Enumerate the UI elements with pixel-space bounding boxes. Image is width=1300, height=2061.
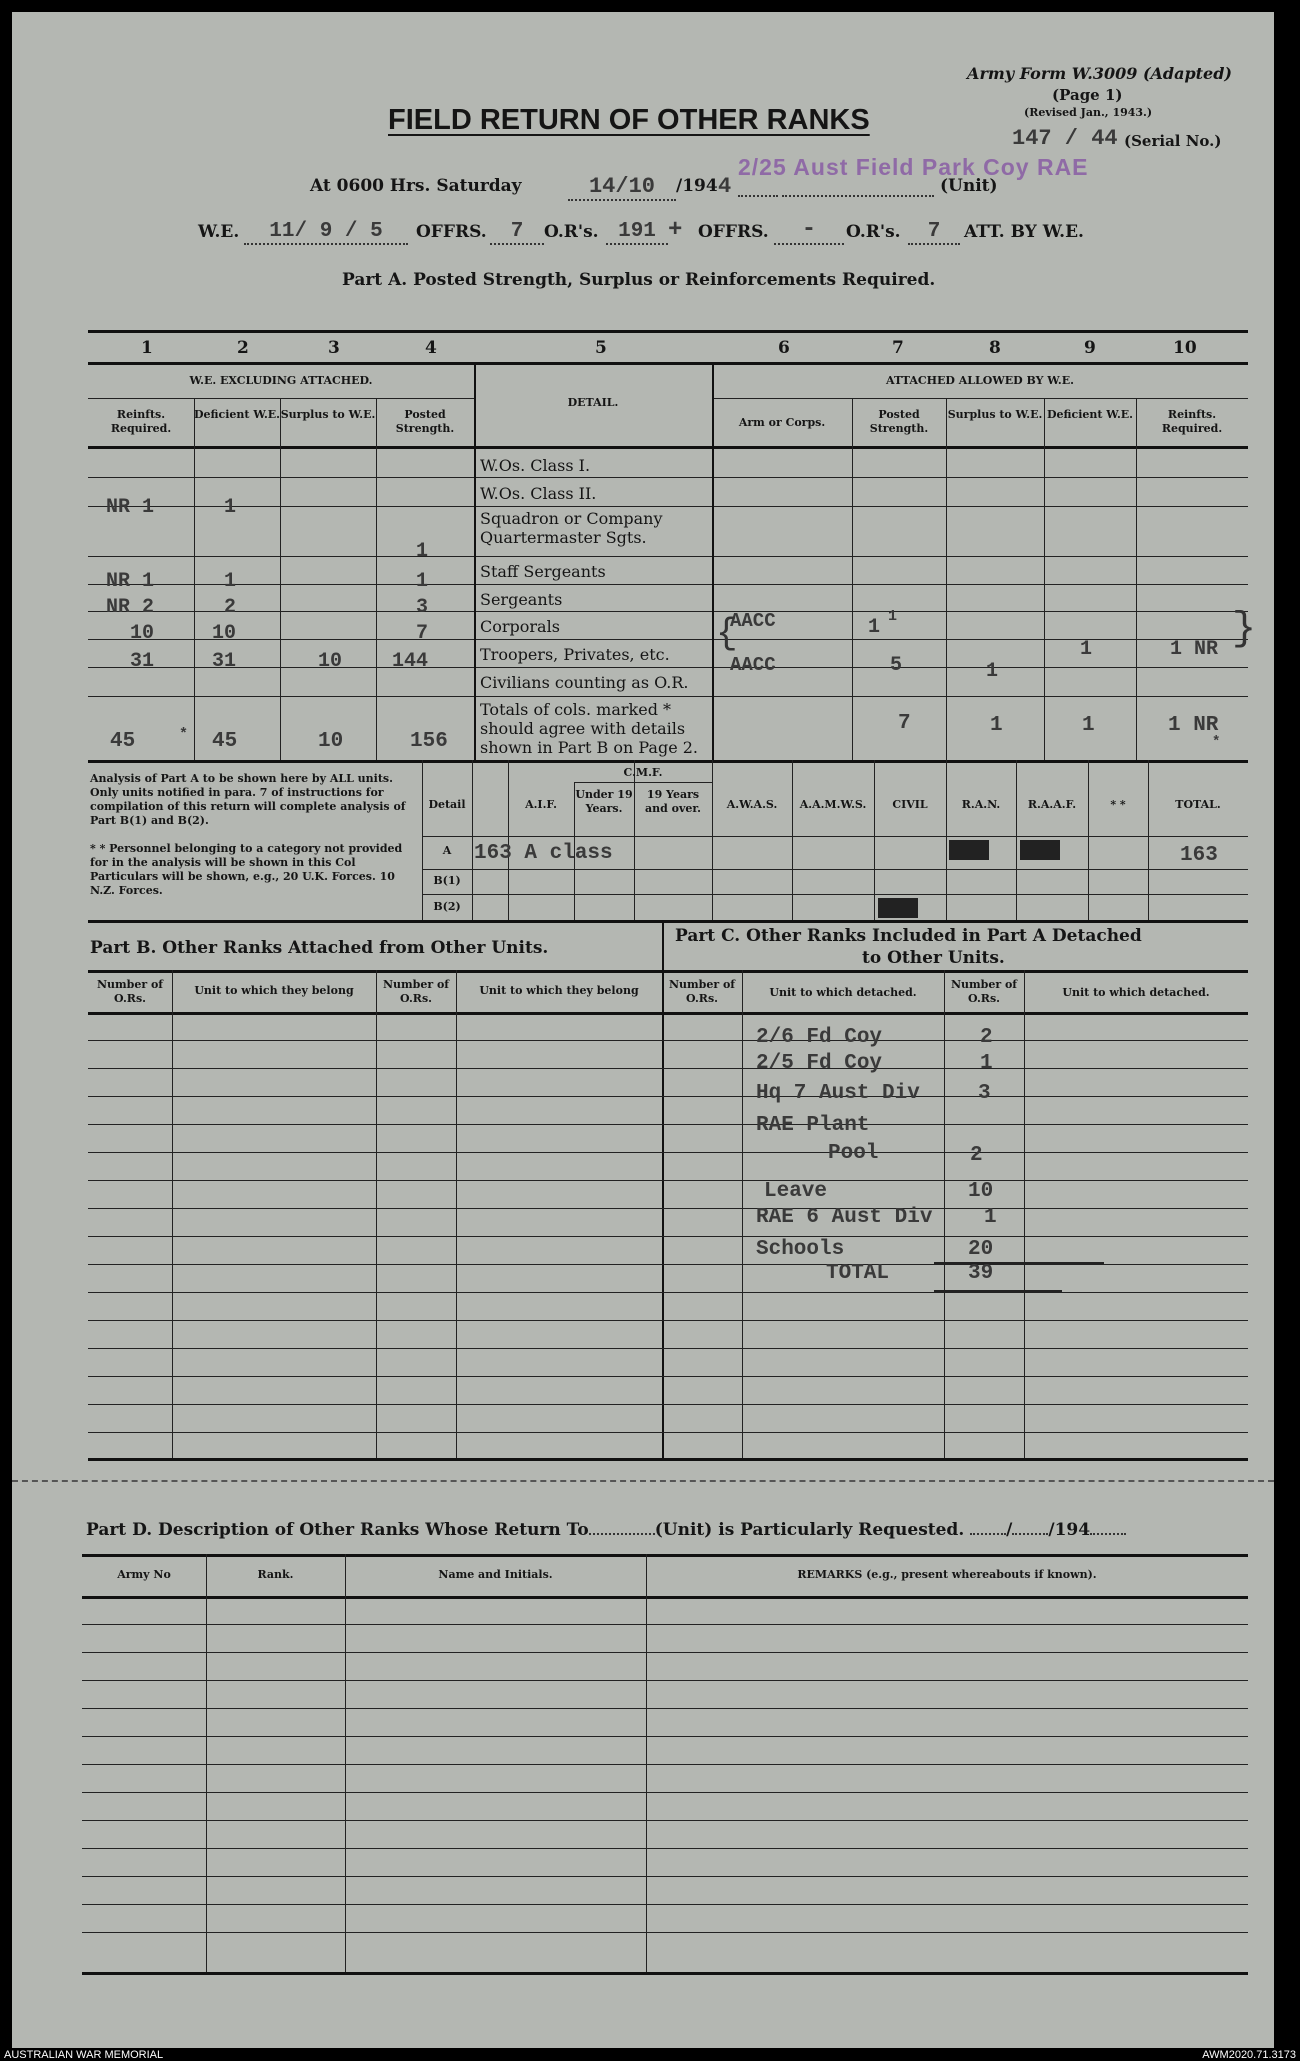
unit-label: (Unit) [940, 176, 998, 196]
col-num-9: 9 [1084, 338, 1096, 358]
analysis-ran-hdr: R.A.N. [961, 798, 1001, 811]
d-hdr-rank: Rank. [257, 1568, 294, 1581]
cpl-c7: 1 [868, 616, 881, 639]
offrs2-label: OFFRS. [698, 222, 769, 242]
hdr-reinfts: Reinfts. Required. [110, 408, 172, 435]
col-num-8: 8 [989, 338, 1001, 358]
analysis-under19-hdr: Under 19 Years. [575, 788, 633, 815]
cpl-c7-extra: 1 [888, 608, 898, 625]
c-entry-unit-5: Pool [828, 1142, 879, 1165]
page-number: (Page 1) [1052, 86, 1123, 104]
wo2-c1: NR 1 [106, 496, 155, 519]
ssgt-c2: 1 [224, 570, 237, 593]
total-c10: 1 NR [1168, 714, 1219, 737]
c-entry-unit-3: Hq 7 Aust Div [756, 1082, 920, 1105]
cpl-c4: 7 [416, 622, 429, 645]
wo2-c2: 1 [224, 496, 237, 519]
total-c4: 156 [410, 730, 448, 753]
hdr-surplus: Surplus to W.E. [280, 408, 376, 421]
analysis-a-total: 163 [1180, 844, 1218, 867]
analysis-row-a: A [442, 844, 452, 857]
page-title: FIELD RETURN OF OTHER RANKS [388, 104, 870, 136]
total-c7: 7 [898, 712, 911, 735]
total-c3: 10 [318, 730, 344, 753]
detail-staff-sgts: Staff Sergeants [480, 562, 606, 581]
total-c1-star: * [179, 726, 189, 743]
c-entry-num-6: 10 [968, 1180, 994, 1203]
c-entry-total: 39 [968, 1262, 994, 1285]
analysis-civil-hdr: CIVIL [892, 798, 928, 811]
redaction-raaf [1020, 840, 1060, 860]
c-entry-unit-4: RAE Plant [756, 1114, 870, 1137]
analysis-awas-hdr: A.W.A.S. [726, 798, 778, 811]
total-c10-star: * [1212, 734, 1221, 750]
date-field: 14/10 [568, 174, 676, 201]
we-excluding-header: W.E. EXCLUDING ATTACHED. [189, 374, 373, 387]
analysis-aif-hdr: A.I.F. [525, 798, 557, 811]
cpl-c10: 1 NR [1170, 638, 1219, 661]
pte-c8: 1 [986, 660, 999, 683]
detail-wo1: W.Os. Class I. [480, 456, 591, 475]
analysis-a-aif: 163 A class [474, 842, 613, 865]
col-num-10: 10 [1173, 338, 1197, 358]
d-hdr-remarks: REMARKS (e.g., present whereabouts if known). [797, 1568, 1097, 1581]
detail-corporals: Corporals [480, 617, 560, 636]
ssgt-c4: 1 [416, 570, 429, 593]
col-num-7: 7 [892, 338, 904, 358]
analysis-other-hdr: * * [1110, 798, 1126, 811]
pte-c4: 144 [392, 650, 429, 673]
ssgt-c1: NR 1 [106, 570, 155, 593]
pte-c7: 5 [890, 654, 903, 677]
cpl-c2: 10 [212, 622, 237, 645]
analysis-raaf-hdr: R.A.A.F. [1027, 798, 1077, 811]
col-num-4: 4 [425, 338, 437, 358]
analysis-cmf-hdr: C.M.F. [623, 766, 663, 779]
analysis-footnote: * * Personnel belonging to a category not provided for in the analysis will be shown in this Col Particulars will be shown, e.g., 20 U.K. Forces. 10 N.Z. Forces. [90, 842, 403, 897]
detail-header: DETAIL. [567, 396, 619, 409]
c-entry-unit-8: Schools [756, 1238, 845, 1261]
detail-wo2: W.Os. Class II. [480, 484, 597, 503]
total-c8: 1 [990, 714, 1003, 737]
b-hdr-unit2: Unit to which they belong [479, 984, 639, 997]
analysis-aamws-hdr: A.A.M.W.S. [799, 798, 867, 811]
part-a-title: Part A. Posted Strength, Surplus or Reinforcements Required. [342, 270, 936, 290]
part-d-title: Part D. Description of Other Ranks Whose Return To (Unit) is Particularly Requested. / /194 [86, 1520, 1126, 1540]
form-sheet: Army Form W.3009 (Adapted) (Page 1) (Revised Jan., 1943.) 147 / 44 (Serial No.) FIELD RETURN OF OTHER RANKS At 0600 Hrs. Saturday 14/10 /194 4 2/25 Aust Field Park Coy RAE (Unit) W.E. 11/ 9 / 5 OFFRS. 7 O.R's. 191 + OFFRS. - O.R's. 7 ATT. BY W.E. Part A. Posted Strength, Surplus or Reinforcements Required. 1 2 3 4 5 6 7 8 9 10 W.E. EXCLUDING ATTACHED. ATTACHED ALLOWED BY W.E. DETAIL. Reinfts. Required. Deficient W.E. Surplus to W.E. Posted Strength. Arm or Corps. Posted Strength. Surplus to W.E. Deficient W.E. Reinfts. Required. W.Os. Class I. W.Os. Class II. Squadron or Company Quartermaster Sgts. Staff Sergeants Sergeants Corporals Troopers, Privates, etc. Civilians counting as O.R. Totals of cols. marked * should agree with details shown in Part B on Page 2. NR 1 1 1 NR 1 1 1 NR 2 2 3 10 10 7 AACC 1 1 1 1 NR { } 31 31 10 144 AACC 5 1 45 * 45 10 156 7 1 1 1 NR * Analysis of Part A to be shown here by ALL units. Only units notified in para. 7 of instructions for compilation of this return will complete analysis of Part B(1) and B(2). * * Personnel belonging to a category not provided for in the analysis will be shown in this Col Particulars will be shown, e.g., 20 U.K. Forces. 10 N.Z. Forces. Detail A.I.F. C.M.F. Under 19 Years. 19 Years and over. A.W.A.S. A.A.M.W.S. CIVIL R.A.N. R.A.A.F. * * TOTAL. A B(1) B(2) 163 A class 163 Part B. Other Ranks Attached from Other Units. Part C. Other Ranks Included in Part A Detached to Other Units. Number of O.Rs. Unit to which they belong Number of O.Rs. Unit to which they belong Number of O.Rs. Unit to which detached. Number of O.Rs. Unit to which detached. 2/6 Fd Coy 2 2/5 Fd Coy 1 Hq 7 Aust Div 3 RAE Plant Pool 2 Leave 10 RAE 6 Aust Div 1 Schools 20 TOTAL 39 Part D. Description of Other Ranks Whose Return To (Unit) is Particularly Requested. / /194 Army No Rank. Name and Initials. REMARKS (e.g., present whereabouts if known). [12, 12, 1274, 2048]
redaction-civil [878, 898, 918, 918]
we-value: 11/ 9 / 5 [244, 220, 408, 245]
analysis-total-hdr: TOTAL. [1175, 798, 1221, 811]
hdr-arm-corps: Arm or Corps. [738, 416, 826, 429]
col-num-5: 5 [595, 338, 607, 358]
c-entry-num-1: 2 [980, 1026, 993, 1049]
redaction-ran [949, 840, 989, 860]
footer-left: AUSTRALIAN WAR MEMORIAL [4, 2049, 164, 2061]
offrs-value: 7 [490, 220, 544, 245]
analysis-note: Analysis of Part A to be shown here by ALL units. Only units notified in para. 7 of instructions for compilation of this return will complete analysis of Part B(1) and B(2). [90, 772, 406, 827]
c-entry-unit-1: 2/6 Fd Coy [756, 1026, 883, 1049]
footer-right: AWM2020.71.3173 [1202, 2049, 1296, 2061]
col-num-1: 1 [141, 338, 153, 358]
hdr-reinfts-att: Reinfts. Required. [1161, 408, 1223, 435]
analysis-row-b1: B(1) [433, 874, 461, 887]
c-hdr-num2: Number of O.Rs. [950, 978, 1018, 1005]
part-b-title: Part B. Other Ranks Attached from Other Units. [90, 938, 549, 958]
sgt-c2: 2 [224, 596, 237, 619]
att-label: ATT. BY W.E. [964, 222, 1084, 242]
unit-stamp: 2/25 Aust Field Park Coy RAE [738, 154, 1089, 180]
c-hdr-unit1: Unit to which detached. [769, 986, 917, 999]
revised-date: (Revised Jan., 1943.) [1024, 106, 1153, 119]
ors-value: 191 [606, 220, 668, 245]
b-hdr-num2: Number of O.Rs. [382, 978, 450, 1005]
detail-civilians: Civilians counting as O.R. [480, 673, 689, 692]
b-hdr-unit1: Unit to which they belong [194, 984, 354, 997]
pte-c6: AACC [730, 654, 776, 676]
tear-line [12, 1480, 1274, 1482]
d-hdr-army-no: Army No [117, 1568, 171, 1581]
c-entry-unit-7: RAE 6 Aust Div [756, 1206, 933, 1229]
serial-label: (Serial No.) [1124, 132, 1222, 150]
total-c2: 45 [212, 730, 238, 753]
col-num-2: 2 [237, 338, 249, 358]
cpl-c1: 10 [130, 622, 155, 645]
c-hdr-unit2: Unit to which detached. [1062, 986, 1210, 999]
sgt-c1: NR 2 [106, 596, 155, 619]
hdr-deficient-att: Deficient W.E. [1046, 408, 1133, 421]
col-num-6: 6 [778, 338, 790, 358]
c-entry-total-label: TOTAL [826, 1262, 890, 1285]
ors2-value: 7 [908, 220, 960, 245]
c-entry-num-5: 2 [970, 1144, 983, 1167]
c-entry-num-3: 3 [978, 1082, 991, 1105]
b-hdr-num1: Number of O.Rs. [96, 978, 164, 1005]
at-hours-label: At 0600 Hrs. Saturday [310, 176, 522, 196]
year-digit: 4 [718, 174, 732, 199]
cpl-c6: AACC [730, 610, 776, 632]
plus-sign: + [668, 217, 683, 244]
pte-c1: 31 [130, 650, 155, 673]
hdr-posted-att: Posted Strength. [869, 408, 929, 435]
detail-qm-sgts: Squadron or Company Quartermaster Sgts. [480, 509, 663, 547]
detail-privates: Troopers, Privates, etc. [480, 645, 670, 664]
pte-c2: 31 [212, 650, 237, 673]
col-num-3: 3 [328, 338, 340, 358]
sgt-c4: 3 [416, 596, 429, 619]
c-entry-unit-2: 2/5 Fd Coy [756, 1052, 883, 1075]
form-id: Army Form W.3009 (Adapted) [967, 64, 1232, 83]
total-c1: 45 [110, 730, 136, 753]
hdr-posted: Posted Strength. [395, 408, 455, 435]
d-hdr-name: Name and Initials. [438, 1568, 553, 1581]
analysis-detail-hdr: Detail [428, 798, 466, 811]
cpl-c9: 1 [1080, 638, 1093, 661]
offrs-label: OFFRS. [416, 222, 487, 242]
hdr-deficient: Deficient W.E. [194, 408, 281, 421]
offrs2-value: - [774, 216, 844, 245]
pte-c3: 10 [318, 650, 343, 673]
we-label: W.E. [198, 222, 240, 242]
c-entry-num-2: 1 [980, 1052, 993, 1075]
c-entry-num-8: 20 [968, 1238, 994, 1261]
ors-label: O.R's. [544, 222, 599, 242]
detail-sergeants: Sergeants [480, 590, 563, 609]
hdr-surplus-att: Surplus to W.E. [947, 408, 1043, 421]
analysis-row-b2: B(2) [433, 900, 461, 913]
year-prefix: /194 [676, 176, 718, 196]
part-c-title: Part C. Other Ranks Included in Part A Detached [675, 926, 1142, 946]
c-entry-unit-6: Leave [764, 1180, 828, 1203]
attached-allowed-header: ATTACHED ALLOWED BY W.E. [886, 374, 1074, 387]
serial-number: 147 / 44 [1012, 126, 1118, 151]
qm-c4: 1 [416, 540, 429, 563]
detail-totals: Totals of cols. marked * should agree with details shown in Part B on Page 2. [480, 700, 699, 757]
total-c9: 1 [1082, 714, 1095, 737]
c-hdr-num1: Number of O.Rs. [668, 978, 736, 1005]
part-c-title-2: to Other Units. [862, 948, 1005, 968]
ors2-label: O.R's. [846, 222, 901, 242]
c-entry-num-7: 1 [984, 1206, 997, 1229]
analysis-over19-hdr: 19 Years and over. [645, 788, 701, 815]
